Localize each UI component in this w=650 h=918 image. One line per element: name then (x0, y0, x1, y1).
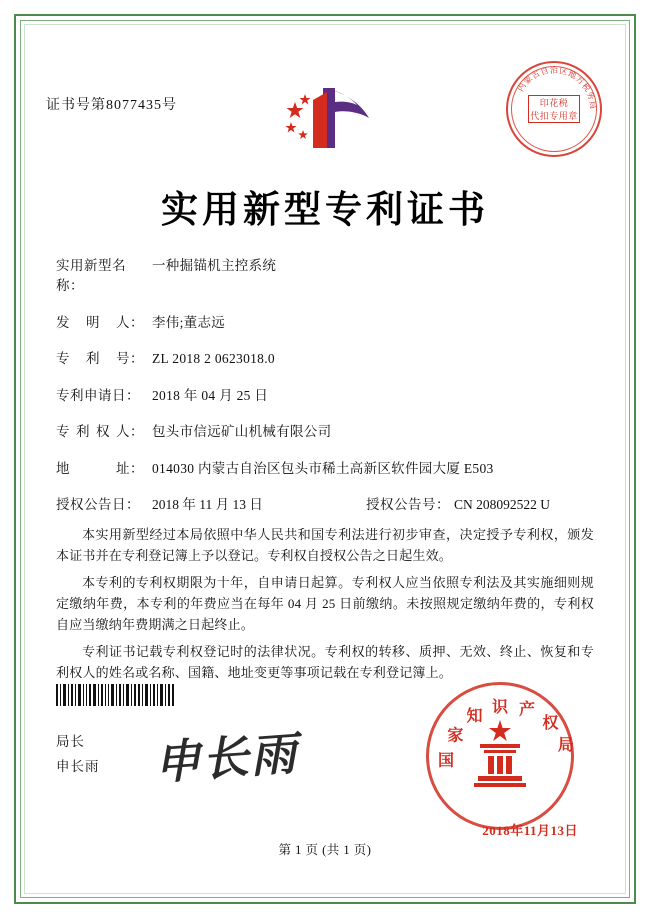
field-label: 授权公告日： (56, 497, 140, 512)
patent-office-logo-icon (265, 78, 385, 158)
label-char: 号： (116, 351, 144, 366)
paragraph: 专利证书记载专利权登记时的法律状况。专利权的转移、质押、无效、终止、恢复和专利权人的姓名或名称、国籍、地址变更等事项记载在专利登记簿上。 (56, 644, 594, 680)
director-name-label: 申长雨 (56, 759, 100, 774)
field-grant-date (56, 493, 366, 513)
field-grant-row (56, 493, 594, 513)
certificate-number: 证书号第8077435号 (46, 98, 177, 113)
page-footer: 第 1 页 (共 1 页) (278, 843, 372, 857)
certificate-content (34, 34, 616, 884)
label-char: 专 (56, 424, 70, 439)
field-value: 李伟;董志远 (152, 314, 226, 330)
label-char: 人： (116, 314, 144, 330)
label-char: 权 (96, 424, 110, 439)
field-label (56, 457, 152, 477)
page-title: 实用新型专利证书 (161, 190, 489, 231)
field-value: 2018 年 04 月 25 日 (152, 387, 269, 403)
handwritten-signature: 申长雨 (152, 728, 300, 789)
label-char: 发 (56, 314, 70, 330)
field-patentee (56, 420, 594, 440)
legal-text-block (56, 524, 594, 689)
national-ip-administration-seal-icon (426, 682, 574, 830)
seal-arc-text: 国 家 知 识 产 权 局 (438, 699, 574, 770)
field-value: 014030 内蒙古自治区包头市稀土高新区软件园大厦 E503 (152, 460, 494, 476)
field-address (56, 457, 594, 477)
field-patent-number (56, 347, 594, 367)
label-char: 专 (56, 351, 70, 366)
field-label (56, 420, 152, 440)
field-value: 一种掘锚机主控系统 (152, 258, 277, 273)
field-label: 授权公告号： (366, 497, 450, 512)
field-label (56, 311, 152, 331)
field-value: 包头市信远矿山机械有限公司 (152, 424, 332, 439)
signature-block (56, 729, 100, 779)
label-char: 明 (86, 314, 100, 330)
tax-seal-center-text: 印花税 代扣专用章 (528, 95, 580, 123)
field-inventor (56, 311, 594, 331)
field-value: ZL 2018 2 0623018.0 (152, 351, 275, 366)
field-label: 专利申请日： (56, 387, 140, 403)
field-utility-model-name (56, 254, 594, 294)
fields-block (56, 254, 594, 513)
seal-date: 2018年11月13日 (482, 823, 578, 838)
paragraph: 本实用新型经过本局依照中华人民共和国专利法进行初步审查，决定授予专利权，颁发本证书并在专利登记簿上予以登记。专利权自授权公告之日起生效。 (56, 527, 594, 563)
field-grant-publication-number (366, 493, 550, 513)
tax-stamp-seal-icon (506, 61, 602, 157)
field-value: CN 208092522 U (454, 497, 551, 512)
director-role-label: 局长 (56, 734, 85, 749)
barcode (56, 684, 176, 706)
field-label: 实用新型名称： (56, 258, 126, 293)
label-char: 利 (76, 424, 90, 439)
field-application-date (56, 384, 594, 404)
label-char: 利 (86, 351, 100, 366)
tax-seal-arc-text: 内 蒙 古 自 治 区 地 方 税 务 局 (516, 65, 598, 110)
label-char: 地 (56, 460, 70, 476)
field-label (56, 347, 152, 367)
label-char: 址： (116, 460, 144, 476)
label-char: 人： (116, 424, 144, 439)
paragraph: 本专利的专利权期限为十年，自申请日起算。专利权人应当依照专利法及其实施细则规定缴纳年费，本专利的年费应当在每年 04 月 25 日前缴纳。未按照规定缴纳年费的，专利权自应当缴纳年费期满之日起终止。 (56, 575, 594, 632)
field-value: 2018 年 11 月 13 日 (152, 497, 263, 512)
seal-emblem (458, 714, 542, 798)
